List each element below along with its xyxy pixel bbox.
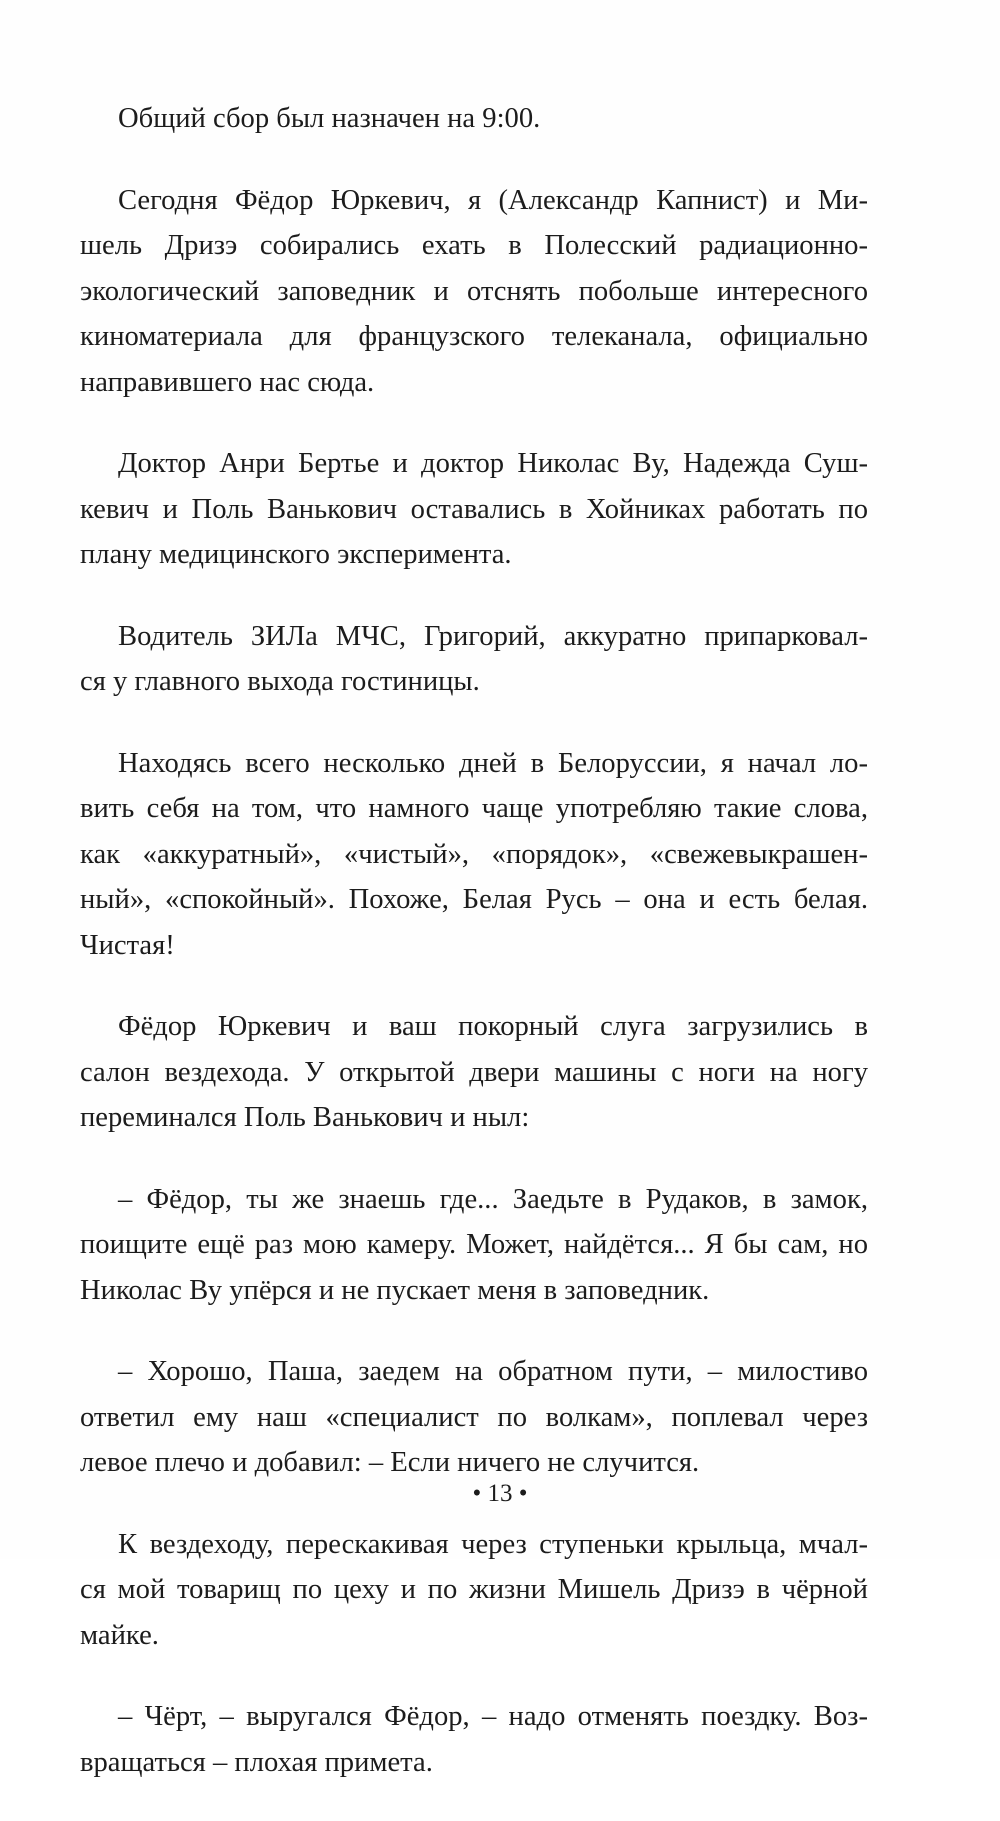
text-line: К вездеходу, перескакивая через ступеньки крыльца, мчал- — [118, 1528, 868, 1560]
text-line: Фёдор Юркевич и ваш покорный слуга загрузились в — [118, 1011, 868, 1042]
paragraph — [80, 1349, 868, 1486]
text-line: ответил ему наш «специалист по волкам», поплевал через — [80, 1401, 868, 1433]
text-line: ный», «спокойный». Похоже, Белая Русь – она и есть белая. — [80, 884, 868, 915]
text-line: салон вездехода. У открытой двери машины с ноги на ногу — [80, 1056, 868, 1088]
paragraph — [80, 1177, 868, 1314]
text-line: Находясь всего несколько дней в Белоруссии, я начал ло- — [118, 747, 868, 779]
paragraph — [80, 741, 868, 969]
text-line: как «аккуратный», «чистый», «порядок», «свежевыкрашен- — [80, 838, 868, 870]
text-line: Николас Ву упёрся и не пускает меня в заповедник. — [80, 1274, 710, 1306]
text-line: Общий сбор был назначен на 9:00. — [118, 103, 541, 134]
text-line: экологический заповедник и отснять побольше интересного — [80, 275, 868, 307]
paragraph — [80, 96, 868, 142]
text-line: Водитель ЗИЛа МЧС, Григорий, аккуратно припарковал- — [118, 620, 868, 652]
text-line: майке. — [80, 1619, 159, 1651]
text-line: левое плечо и добавил: – Если ничего не случится. — [80, 1447, 700, 1478]
text-line: Доктор Анри Бертье и доктор Николас Ву, Надежда Суш- — [118, 448, 868, 479]
paragraph — [80, 1522, 868, 1659]
text-line: вращаться – плохая примета. — [80, 1746, 433, 1778]
text-line: кевич и Поль Ванькович оставались в Хойниках работать по — [80, 493, 868, 525]
paragraph — [80, 1004, 868, 1141]
text-line: киноматериала для французского телеканала, официально — [80, 321, 868, 352]
text-line: Чистая! — [80, 929, 175, 961]
text-line: – Хорошо, Паша, заедем на обратном пути, – милостиво — [118, 1356, 868, 1387]
text-line: – Фёдор, ты же знаешь где... Заедьте в Рудаков, в замок, — [118, 1183, 868, 1215]
body-text — [80, 96, 868, 1821]
text-line: шель Дризэ собирались ехать в Полесский радиационно- — [80, 230, 868, 261]
paragraph — [80, 178, 868, 406]
page-number: • 13 • — [472, 1480, 528, 1507]
text-line: вить себя на том, что намного чаще употребляю такие слова, — [80, 793, 868, 824]
text-line: ся у главного выхода гостиницы. — [80, 666, 480, 697]
paragraph — [80, 441, 868, 578]
text-line: ся мой товарищ по цеху и по жизни Мишель Дризэ в чёрной — [80, 1574, 868, 1605]
text-line: переминался Поль Ванькович и ныл: — [80, 1102, 530, 1133]
text-line: Сегодня Фёдор Юркевич, я (Александр Капнист) и Ми- — [118, 184, 868, 216]
text-line: поищите ещё раз мою камеру. Может, найдётся... Я бы сам, но — [80, 1229, 868, 1260]
text-line: – Чёрт, – выругался Фёдор, – надо отменять поездку. Воз- — [118, 1701, 868, 1732]
text-line: плану медицинского эксперимента. — [80, 539, 512, 570]
text-line: направившего нас сюда. — [80, 366, 375, 398]
paragraph — [80, 1694, 868, 1785]
paragraph — [80, 614, 868, 705]
